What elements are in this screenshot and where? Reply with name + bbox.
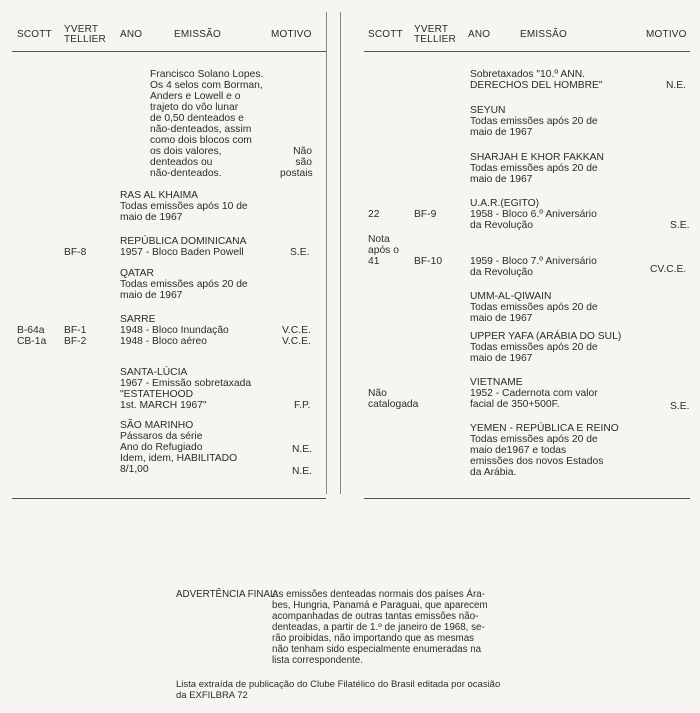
entry-text: QATAR Todas emissões após 20 de maio de 1967 <box>120 268 248 301</box>
entry-motivo: N.E. <box>666 80 687 91</box>
entry-motivo: S.E. <box>290 247 310 258</box>
entry-motivo: Não são postais <box>280 146 313 179</box>
entry-text: RAS AL KHAIMA Todas emissões após 10 de maio de 1967 <box>120 190 248 223</box>
entry-text: 1959 - Bloco 7.º Aniversário da Revolução <box>470 256 597 278</box>
entry-text: SARRE 1948 - Bloco Inundação 1948 - Bloco aéreo <box>120 314 229 347</box>
entry-yvert: BF-8 <box>64 247 87 258</box>
entry-motivo: N.E. N.E. <box>292 444 313 477</box>
entry-text: SEYUN Todas emissões após 20 de maio de 1967 <box>470 105 598 138</box>
entry-yvert: BF-9 <box>414 209 437 220</box>
header-motivo: MOTIVO <box>271 29 312 40</box>
entry-text: UPPER YAFA (ARÁBIA DO SUL) Todas emissões após 20 de maio de 1967 <box>470 331 622 364</box>
source-note: Lista extraída de publicação do Clube Filatélico do Brasil editada por ocasião da EXFILBRA 72 <box>176 679 501 701</box>
header-motivo: MOTIVO <box>646 29 687 40</box>
entry-yvert: BF-1 BF-2 <box>64 325 87 347</box>
header-yvert: YVERT TELLIER <box>414 24 456 45</box>
entry-text: YEMEN - REPÚBLICA E REINO Todas emissões após 20 de maio de1967 e todas emissões dos novos Estados da Arábia. <box>470 423 619 478</box>
entry-text: U.A.R.(EGITO) 1958 - Bloco 6.º Aniversário da Revolução <box>470 198 597 231</box>
entry-scott: B-64a CB-1a <box>17 325 47 347</box>
right-bottom-rule <box>364 498 690 499</box>
entry-text: SHARJAH E KHOR FAKKAN Todas emissões após 20 de maio de 1967 <box>470 152 604 185</box>
final-warning-label: ADVERTÊNCIA FINAL: <box>176 589 279 600</box>
header-emissao: EMISSÃO <box>174 29 221 40</box>
left-bottom-rule <box>12 498 326 499</box>
right-column-rule <box>340 12 341 494</box>
entry-scott: Não catalogada <box>368 388 419 410</box>
left-column <box>12 16 326 516</box>
header-scott: SCOTT <box>368 29 403 40</box>
final-warning-text: As emissões denteadas normais dos países Ára- bes, Hungria, Panamá e Paraguai, que aparecem acompanhadas de outras tantas emissões não- denteadas, a partir de 1.º de janeiro de 1968, se- rão proibidas, não importando que as mesmas não tenham sido especialmente enumeradas na lista correspondente. <box>272 589 488 666</box>
entry-text: Francisco Solano Lopes. Os 4 selos com Borman, Anders e Lowell e o trajeto do vôo lunar de 0,50 denteados e não-denteados, assim como dois blocos com os dois valores, denteados ou não-denteados. <box>150 69 264 179</box>
entry-motivo: V.C.E. V.C.E. <box>282 325 311 347</box>
entry-text: UMM-AL-QIWAIN Todas emissões após 20 de maio de 1967 <box>470 291 598 324</box>
header-emissao: EMISSÃO <box>520 29 567 40</box>
left-header <box>12 16 326 52</box>
entry-motivo: CV.C.E. <box>650 264 687 275</box>
header-ano: ANO <box>468 29 491 40</box>
entry-scott: Nota após o 41 <box>368 234 399 267</box>
right-column <box>364 16 690 516</box>
header-yvert: YVERT TELLIER <box>64 24 106 45</box>
entry-scott: 22 <box>368 209 380 220</box>
entry-text: VIETNAME 1952 - Cadernota com valor facial de 350+500F. <box>470 377 598 410</box>
header-ano: ANO <box>120 29 143 40</box>
left-column-rule <box>326 12 327 494</box>
entry-motivo: S.E. <box>670 401 690 412</box>
entry-motivo: F.P. <box>294 400 311 411</box>
entry-yvert: BF-10 <box>414 256 443 267</box>
entry-text: Sobretaxados "10.º ANN. DERECHOS DEL HOMBRE" <box>470 69 603 91</box>
entry-text: SANTA-LÚCIA 1967 - Emissão sobretaxada "ESTATEHOOD 1st. MARCH 1967" <box>120 367 252 411</box>
entry-motivo: S.E. <box>670 220 690 231</box>
header-scott: SCOTT <box>17 29 52 40</box>
entry-text: SÃO MARINHO Pássaros da série Ano do Refugiado Idem, idem, HABILITADO 8/1,00 <box>120 420 238 475</box>
entry-text: REPÚBLICA DOMINICANA 1957 - Bloco Baden Powell <box>120 236 247 258</box>
right-header <box>364 16 690 52</box>
